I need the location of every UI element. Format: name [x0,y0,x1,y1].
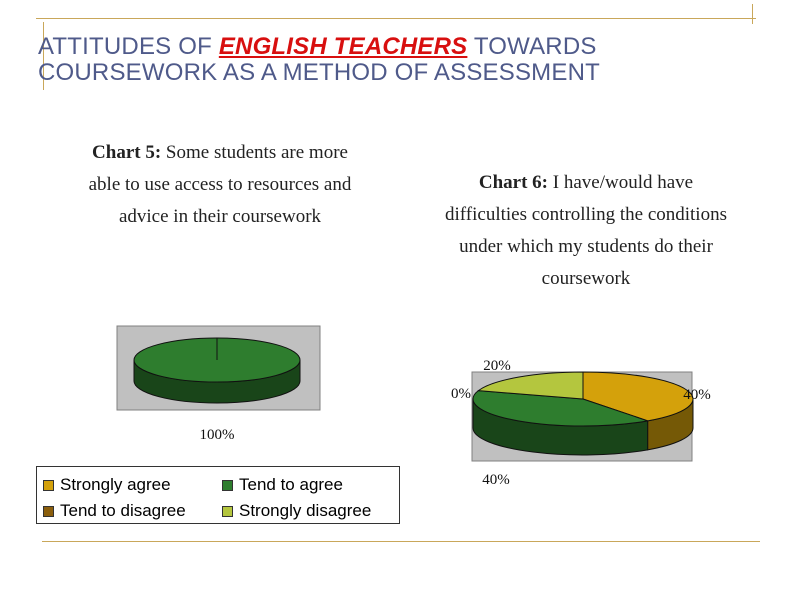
chart5-title-text: Some students are more able to use access to resources and advice in their coursework [88,142,352,227]
legend-swatch [43,480,54,491]
data-label: 40% [482,472,510,488]
data-label: 40% [683,387,711,403]
data-label: 20% [483,358,511,374]
legend-swatch [43,506,54,517]
title-highlight: ENGLISH TEACHERS [218,33,468,60]
chart6-title-bold: Chart 6: [478,172,549,193]
title-pre: ATTITUDES OF [38,33,219,60]
legend-item-strongly-disagree [222,501,371,521]
legend-item-strongly-agree [43,475,171,495]
legend-swatch [222,506,233,517]
legend-label: Strongly disagree [239,501,372,520]
legend-swatch [222,480,233,491]
legend-item-tend-to-disagree [43,501,186,521]
chart-legend [36,466,400,524]
chart5-title-bold: Chart 5: [92,142,162,163]
data-label: 100% [199,427,235,443]
legend-label: Tend to agree [239,475,343,494]
legend-item-tend-to-agree [222,475,343,495]
title-post: TOWARDS COURSEWORK AS A METHOD OF ASSESSMENT [38,33,600,87]
legend-label: Tend to disagree [60,501,186,520]
legend-label: Strongly agree [60,475,171,494]
data-label: 0% [451,386,471,402]
chart6-title-text: I have/would have difficulties controlling the conditions under which my students do their coursework [445,172,727,289]
